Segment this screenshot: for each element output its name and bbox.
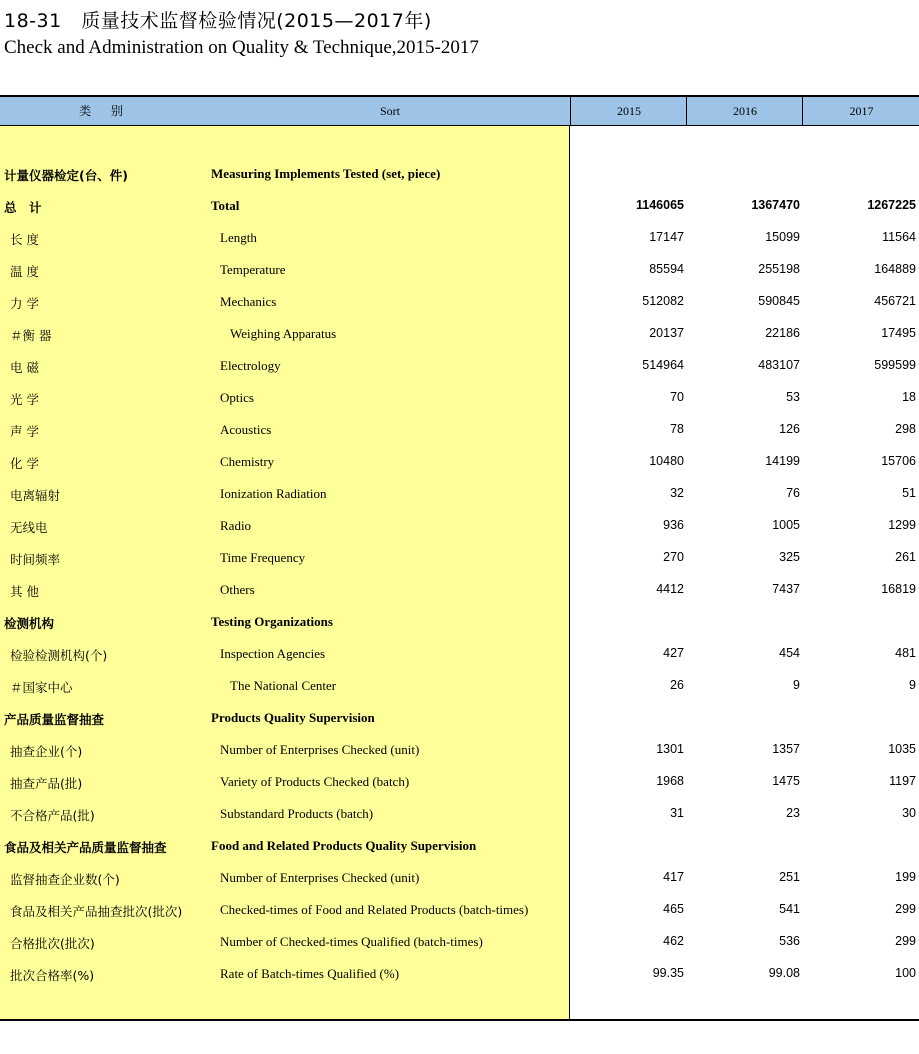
row-label-english: Inspection Agencies (220, 646, 326, 661)
table-row (0, 158, 919, 190)
value-2015: 78 (670, 422, 684, 436)
row-label-chinese: 批次合格率(%) (10, 968, 95, 983)
table-row (0, 638, 919, 670)
row-label-english: Rate of Batch-times Qualified (%) (220, 966, 400, 981)
table-bottom-rule (0, 1019, 919, 1021)
value-2016: 541 (779, 902, 800, 916)
value-2016: 1005 (772, 518, 800, 532)
row-label-english: Checked-times of Food and Related Products (batch-times) (220, 902, 529, 917)
header-year-2016: 2016 (686, 97, 803, 126)
value-2016: 483107 (758, 358, 800, 372)
table-row (0, 254, 919, 286)
value-2016: 15099 (765, 230, 800, 244)
value-2016: 1475 (772, 774, 800, 788)
row-label-english: Number of Enterprises Checked (unit) (220, 742, 420, 757)
row-label-english: Chemistry (220, 454, 275, 469)
row-label-english: Weighing Apparatus (230, 326, 337, 341)
value-2016: 76 (786, 486, 800, 500)
value-2016: 251 (779, 870, 800, 884)
value-2015: 462 (663, 934, 684, 948)
value-2015: 270 (663, 550, 684, 564)
row-label-english: Number of Checked-times Qualified (batch-times) (220, 934, 483, 949)
table-row (0, 574, 919, 606)
row-label-english: The National Center (230, 678, 337, 693)
table-body (0, 158, 919, 990)
value-2015: 936 (663, 518, 684, 532)
table-row (0, 318, 919, 350)
value-2017: 481 (895, 646, 916, 660)
row-label-english: Time Frequency (220, 550, 306, 565)
row-label-english: Electrology (220, 358, 281, 373)
value-2015: 512082 (642, 294, 684, 308)
value-2015: 31 (670, 806, 684, 820)
row-label-chinese: 计量仪器检定(台、件) (4, 168, 128, 183)
value-2015: 10480 (649, 454, 684, 468)
value-2017: 1197 (889, 774, 916, 788)
value-2017: 100 (895, 966, 916, 980)
value-2016: 1357 (772, 742, 800, 756)
row-label-chinese: 产品质量监督抽查 (4, 712, 105, 727)
row-label-chinese: 长 度 (10, 232, 39, 247)
table-row (0, 734, 919, 766)
value-2015: 514964 (642, 358, 684, 372)
table-row (0, 606, 919, 638)
row-label-chinese: 食品及相关产品抽查批次(批次) (10, 904, 183, 919)
value-2017: 51 (902, 486, 916, 500)
value-2016: 53 (786, 390, 800, 404)
row-label-english: Food and Related Products Quality Supervision (211, 838, 477, 853)
row-label-chinese: 其 他 (10, 584, 39, 599)
table-row (0, 350, 919, 382)
row-label-chinese: 检测机构 (4, 616, 55, 631)
table-row (0, 702, 919, 734)
row-label-chinese: 检验检测机构(个) (10, 648, 108, 663)
value-2016: 9 (793, 678, 800, 692)
table-row (0, 830, 919, 862)
header-sort: Sort (379, 104, 400, 118)
row-label-english: Ionization Radiation (220, 486, 327, 501)
row-label-english: Others (220, 582, 255, 597)
row-label-english: Number of Enterprises Checked (unit) (220, 870, 420, 885)
value-2017: 30 (902, 806, 916, 820)
table-row (0, 542, 919, 574)
table-row (0, 222, 919, 254)
row-label-chinese: 电 磁 (10, 360, 39, 375)
row-label-english: Measuring Implements Tested (set, piece) (211, 166, 441, 181)
table-row (0, 926, 919, 958)
table-row (0, 286, 919, 318)
table-row (0, 766, 919, 798)
row-label-chinese: 监督抽查企业数(个) (10, 872, 120, 887)
value-2017: 298 (895, 422, 916, 436)
header-year-2015: 2015 (570, 97, 687, 126)
table-row (0, 478, 919, 510)
value-2015: 4412 (656, 582, 684, 596)
table-row (0, 894, 919, 926)
page-title-chinese: 18-31 质量技术监督检验情况(2015—2017年) (4, 10, 432, 32)
value-2015: 20137 (649, 326, 684, 340)
value-2017: 261 (895, 550, 916, 564)
row-label-chinese: ＃国家中心 (10, 680, 73, 695)
table-header (0, 95, 919, 126)
value-2015: 417 (663, 870, 684, 884)
table-row (0, 862, 919, 894)
value-2016: 7437 (772, 582, 800, 596)
value-2017: 299 (895, 902, 916, 916)
value-2017: 456721 (874, 294, 916, 308)
row-label-chinese: 合格批次(批次) (10, 936, 95, 951)
row-label-chinese: 抽查产品(批) (10, 776, 83, 791)
value-2015: 1301 (656, 742, 684, 756)
value-2017: 1035 (888, 742, 916, 756)
value-2016: 23 (786, 806, 800, 820)
row-label-english: Substandard Products (batch) (220, 806, 374, 821)
table-row (0, 382, 919, 414)
value-2016: 454 (779, 646, 800, 660)
value-2016: 99.08 (768, 966, 800, 980)
row-label-english: Variety of Products Checked (batch) (220, 774, 410, 789)
value-2016: 1367470 (751, 198, 800, 212)
value-2015: 26 (670, 678, 684, 692)
row-label-chinese: 化 学 (10, 456, 39, 471)
value-2015: 17147 (649, 230, 684, 244)
value-2016: 22186 (765, 326, 800, 340)
row-label-chinese: 声 学 (10, 424, 39, 439)
value-2016: 325 (779, 550, 800, 564)
header-category: 类 别 (79, 104, 131, 118)
value-2017: 1299 (888, 518, 916, 532)
value-2017: 599599 (874, 358, 916, 372)
row-label-chinese: ＃衡 器 (10, 328, 52, 343)
value-2017: 199 (895, 870, 916, 884)
row-label-chinese: 食品及相关产品质量监督抽查 (4, 840, 167, 855)
row-label-chinese: 无线电 (10, 520, 48, 535)
table-row (0, 414, 919, 446)
value-2016: 536 (779, 934, 800, 948)
value-2017: 15706 (881, 454, 916, 468)
row-label-english: Testing Organizations (211, 614, 333, 629)
row-label-english: Radio (220, 518, 252, 533)
value-2017: 17495 (881, 326, 916, 340)
value-2015: 32 (670, 486, 684, 500)
table-row (0, 510, 919, 542)
value-2017: 11564 (882, 230, 916, 244)
value-2016: 126 (779, 422, 800, 436)
value-2015: 70 (670, 390, 684, 404)
value-2017: 299 (895, 934, 916, 948)
table-row (0, 798, 919, 830)
value-2015: 1968 (656, 774, 684, 788)
table-row (0, 190, 919, 222)
value-2015: 1146065 (636, 198, 684, 212)
row-label-chinese: 电离辐射 (10, 488, 61, 503)
row-label-english: Products Quality Supervision (211, 710, 375, 725)
value-2016: 14199 (765, 454, 800, 468)
header-year-2017: 2017 (802, 97, 919, 126)
row-label-english: Optics (220, 390, 254, 405)
value-2017: 164889 (874, 262, 916, 276)
page-title-english: Check and Administration on Quality & Technique,2015-2017 (4, 37, 479, 58)
table-row (0, 670, 919, 702)
table-row (0, 446, 919, 478)
value-2015: 85594 (649, 262, 684, 276)
value-2017: 16819 (881, 582, 916, 596)
row-label-chinese: 不合格产品(批) (10, 808, 95, 823)
value-2016: 590845 (758, 294, 800, 308)
row-label-chinese: 温 度 (10, 264, 39, 279)
row-label-chinese: 力 学 (10, 296, 39, 311)
value-2017: 1267225 (867, 198, 916, 212)
value-2017: 9 (909, 678, 916, 692)
value-2016: 255198 (758, 262, 800, 276)
value-2015: 465 (663, 902, 684, 916)
row-label-chinese: 光 学 (10, 392, 39, 407)
row-label-english: Acoustics (220, 422, 272, 437)
row-label-english: Mechanics (220, 294, 277, 309)
row-label-chinese: 总 计 (4, 200, 42, 215)
row-label-english: Total (211, 198, 240, 213)
row-label-chinese: 抽查企业(个) (10, 744, 83, 759)
row-label-chinese: 时间频率 (10, 552, 61, 567)
row-label-english: Length (220, 230, 257, 245)
value-2015: 99.35 (652, 966, 684, 980)
row-label-english: Temperature (220, 262, 286, 277)
value-2015: 427 (663, 646, 684, 660)
table-row (0, 958, 919, 990)
value-2017: 18 (902, 390, 916, 404)
